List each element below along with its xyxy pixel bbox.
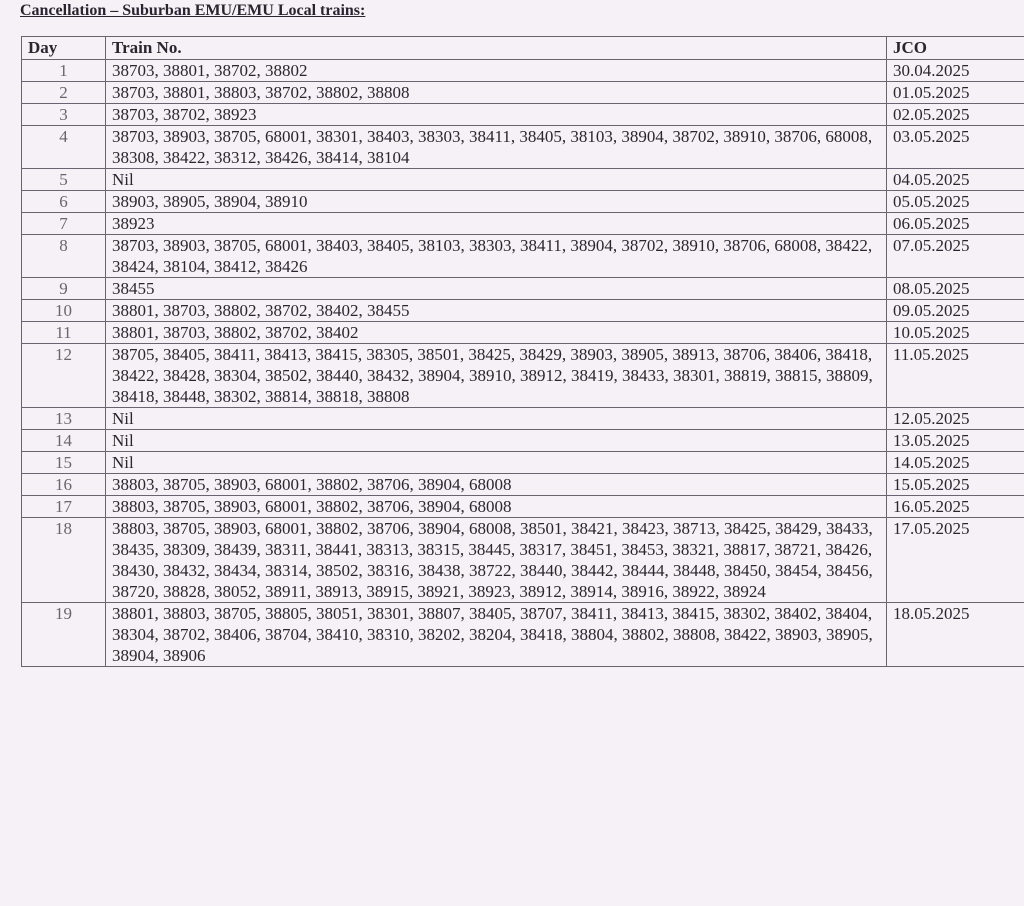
train-numbers-cell: 38801, 38703, 38802, 38702, 38402 xyxy=(106,322,887,344)
jco-date-cell: 14.05.2025 xyxy=(887,452,1024,474)
table-row xyxy=(22,603,1024,667)
jco-date-cell: 12.05.2025 xyxy=(887,408,1024,430)
table-header-row xyxy=(22,37,1024,60)
day-cell: 2 xyxy=(22,82,106,104)
day-cell: 8 xyxy=(22,235,106,278)
table-row xyxy=(22,408,1024,430)
jco-date-cell: 30.04.2025 xyxy=(887,60,1024,82)
table-row xyxy=(22,278,1024,300)
train-numbers-cell: 38703, 38801, 38803, 38702, 38802, 38808 xyxy=(106,82,887,104)
jco-date-cell: 06.05.2025 xyxy=(887,213,1024,235)
table-row xyxy=(22,104,1024,126)
day-cell: 14 xyxy=(22,430,106,452)
jco-date-cell: 09.05.2025 xyxy=(887,300,1024,322)
day-cell: 18 xyxy=(22,518,106,603)
train-numbers-cell: 38803, 38705, 38903, 68001, 38802, 38706, 38904, 68008, 38501, 38421, 38423, 38713, 38425, 38429, 38433, 38435, 38309, 38439, 38311, 38441, 38313, 38315, 38445, 38317, 38451, 38453, 38321, 38817, 38721, 38426, 38430, 38432, 38434, 38314, 38502, 38316, 38438, 38722, 38440, 38442, 38444, 38448, 38450, 38454, 38456, 38720, 38828, 38052, 38911, 38913, 38915, 38921, 38923, 38912, 38914, 38916, 38922, 38924 xyxy=(106,518,887,603)
jco-date-cell: 01.05.2025 xyxy=(887,82,1024,104)
table-row xyxy=(22,430,1024,452)
table-row xyxy=(22,213,1024,235)
day-cell: 7 xyxy=(22,213,106,235)
day-cell: 19 xyxy=(22,603,106,667)
day-cell: 10 xyxy=(22,300,106,322)
day-cell: 11 xyxy=(22,322,106,344)
table-row xyxy=(22,518,1024,603)
day-cell: 1 xyxy=(22,60,106,82)
train-numbers-cell: Nil xyxy=(106,430,887,452)
train-numbers-cell: 38801, 38803, 38705, 38805, 38051, 38301, 38807, 38405, 38707, 38411, 38413, 38415, 38302, 38402, 38404, 38304, 38702, 38406, 38704, 38410, 38310, 38202, 38204, 38418, 38804, 38802, 38808, 38422, 38903, 38905, 38904, 38906 xyxy=(106,603,887,667)
train-numbers-cell: 38703, 38903, 38705, 68001, 38301, 38403, 38303, 38411, 38405, 38103, 38904, 38702, 38910, 38706, 68008, 38308, 38422, 38312, 38426, 38414, 38104 xyxy=(106,126,887,169)
day-cell: 9 xyxy=(22,278,106,300)
train-numbers-cell: 38803, 38705, 38903, 68001, 38802, 38706, 38904, 68008 xyxy=(106,496,887,518)
train-numbers-cell: Nil xyxy=(106,169,887,191)
table-row xyxy=(22,344,1024,408)
train-numbers-cell: 38455 xyxy=(106,278,887,300)
table-row xyxy=(22,496,1024,518)
train-numbers-cell: 38703, 38702, 38923 xyxy=(106,104,887,126)
table-row xyxy=(22,82,1024,104)
train-numbers-cell: Nil xyxy=(106,408,887,430)
day-cell: 17 xyxy=(22,496,106,518)
jco-date-cell: 05.05.2025 xyxy=(887,191,1024,213)
day-cell: 16 xyxy=(22,474,106,496)
jco-date-cell: 04.05.2025 xyxy=(887,169,1024,191)
train-numbers-cell: 38923 xyxy=(106,213,887,235)
jco-date-cell: 18.05.2025 xyxy=(887,603,1024,667)
train-numbers-cell: 38903, 38905, 38904, 38910 xyxy=(106,191,887,213)
train-numbers-cell: 38703, 38903, 38705, 68001, 38403, 38405, 38103, 38303, 38411, 38904, 38702, 38910, 38706, 68008, 38422, 38424, 38104, 38412, 38426 xyxy=(106,235,887,278)
day-cell: 15 xyxy=(22,452,106,474)
jco-date-cell: 11.05.2025 xyxy=(887,344,1024,408)
table-row xyxy=(22,474,1024,496)
train-numbers-cell: 38803, 38705, 38903, 68001, 38802, 38706, 38904, 68008 xyxy=(106,474,887,496)
train-numbers-cell: 38801, 38703, 38802, 38702, 38402, 38455 xyxy=(106,300,887,322)
table-row xyxy=(22,300,1024,322)
table-row xyxy=(22,126,1024,169)
table-row xyxy=(22,322,1024,344)
jco-date-cell: 16.05.2025 xyxy=(887,496,1024,518)
jco-date-cell: 13.05.2025 xyxy=(887,430,1024,452)
table-row xyxy=(22,191,1024,213)
jco-date-cell: 17.05.2025 xyxy=(887,518,1024,603)
jco-date-cell: 02.05.2025 xyxy=(887,104,1024,126)
section-heading: Cancellation – Suburban EMU/EMU Local trains: xyxy=(20,2,366,19)
jco-date-cell: 15.05.2025 xyxy=(887,474,1024,496)
column-header-train-no: Train No. xyxy=(106,37,887,60)
table-row xyxy=(22,60,1024,82)
table-body xyxy=(22,60,1024,667)
train-numbers-cell: 38703, 38801, 38702, 38802 xyxy=(106,60,887,82)
day-cell: 6 xyxy=(22,191,106,213)
train-numbers-cell: 38705, 38405, 38411, 38413, 38415, 38305, 38501, 38425, 38429, 38903, 38905, 38913, 38706, 38406, 38418, 38422, 38428, 38304, 38502, 38440, 38432, 38904, 38910, 38912, 38419, 38433, 38301, 38819, 38815, 38809, 38418, 38448, 38302, 38814, 38818, 38808 xyxy=(106,344,887,408)
jco-date-cell: 03.05.2025 xyxy=(887,126,1024,169)
column-header-jco: JCO xyxy=(887,37,1024,60)
jco-date-cell: 07.05.2025 xyxy=(887,235,1024,278)
column-header-day: Day xyxy=(22,37,106,60)
table-row xyxy=(22,452,1024,474)
day-cell: 5 xyxy=(22,169,106,191)
train-numbers-cell: Nil xyxy=(106,452,887,474)
day-cell: 4 xyxy=(22,126,106,169)
cancellation-table xyxy=(21,36,1024,667)
table-row xyxy=(22,235,1024,278)
day-cell: 3 xyxy=(22,104,106,126)
day-cell: 12 xyxy=(22,344,106,408)
day-cell: 13 xyxy=(22,408,106,430)
jco-date-cell: 08.05.2025 xyxy=(887,278,1024,300)
jco-date-cell: 10.05.2025 xyxy=(887,322,1024,344)
table-row xyxy=(22,169,1024,191)
